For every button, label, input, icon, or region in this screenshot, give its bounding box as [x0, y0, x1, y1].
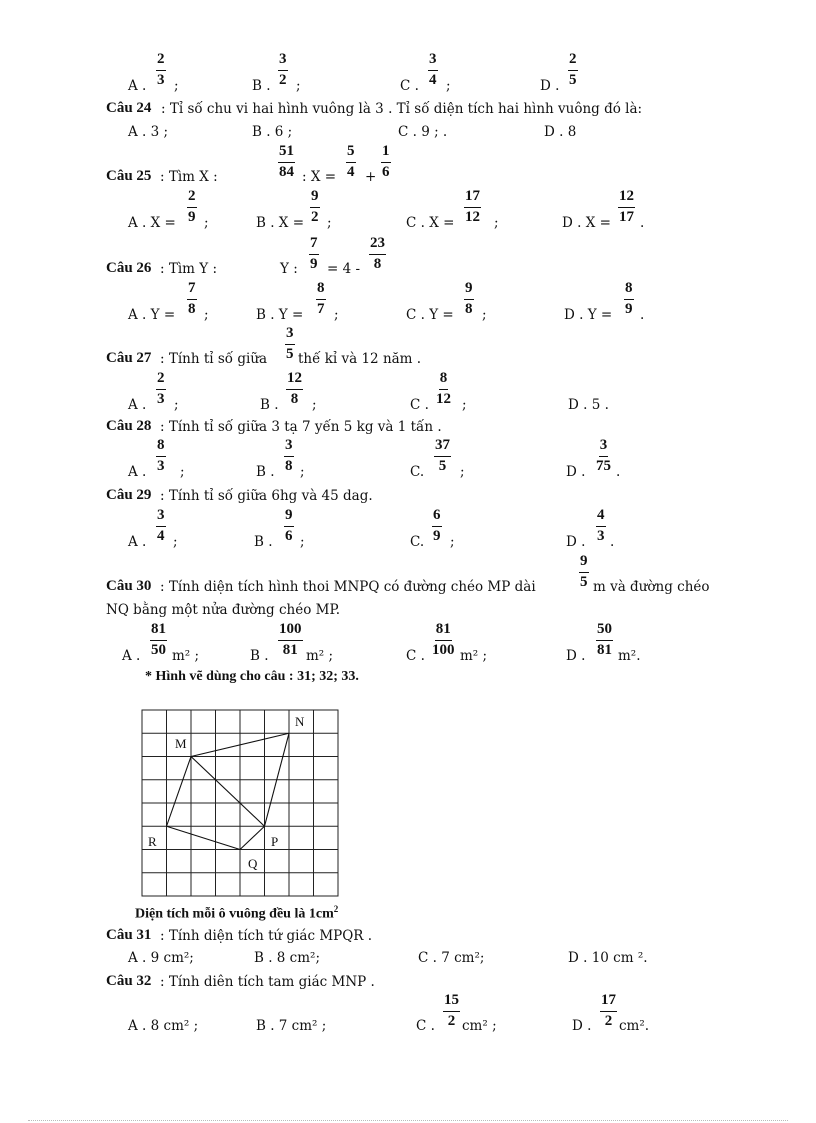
q25-expr-fraction-3: $\frac{1}{6}$	[382, 143, 390, 180]
point-label-p: P	[271, 834, 279, 849]
q25-expr-fraction-2: $\frac{5}{4}$	[347, 143, 355, 180]
q28-text: : Tính tỉ số giữa 3 tạ 7 yến 5 kg và 1 tấn .	[160, 419, 442, 435]
q29-option-c-fraction: $\frac{6}{9}$	[433, 507, 441, 544]
q26-expr-fraction-1: $\frac{7}{9}$	[310, 235, 318, 272]
figure-caption	[135, 904, 338, 923]
q26-option-a-fraction: $\frac{7}{8}$	[188, 280, 196, 317]
q25-label: Câu 25	[106, 168, 152, 184]
q30-text-line2: NQ bằng một nửa đường chéo MP.	[106, 602, 341, 618]
q28-option-a-prefix: A .	[128, 464, 147, 480]
q27-fraction: $\frac{3}{5}$	[286, 325, 294, 362]
q24-option-c: C . 9 ; .	[398, 124, 448, 140]
q25-option-b-fraction: $\frac{9}{2}$	[311, 188, 319, 225]
q26-option-d-fraction: $\frac{8}{9}$	[625, 280, 633, 317]
q29-label: Câu 29	[106, 487, 152, 503]
q30-option-d-prefix: D .	[566, 648, 586, 664]
q27-option-a-suffix: ;	[174, 397, 179, 413]
figure-caption-sup: 2	[333, 904, 339, 914]
q32-option-d-suffix: cm².	[619, 1018, 650, 1034]
q32-option-a: A . 8 cm² ;	[128, 1018, 199, 1034]
q32-option-d-prefix: D .	[572, 1018, 592, 1034]
q28-option-c-suffix: ;	[460, 464, 465, 480]
q30-option-d-suffix: m².	[618, 648, 641, 664]
q26-label: Câu 26	[106, 260, 152, 276]
q29-option-b-fraction: $\frac{9}{6}$	[285, 507, 293, 544]
q28-label: Câu 28	[106, 418, 152, 434]
q25-option-b-prefix: B . X =	[256, 215, 305, 231]
q25-option-a-prefix: A . X =	[128, 215, 176, 231]
q23-option-b-suffix: ;	[296, 78, 301, 94]
q24-option-d: D . 8	[544, 124, 577, 140]
grid-figure	[140, 708, 344, 900]
q30-option-a-prefix: A .	[122, 648, 141, 664]
point-label-n: N	[295, 714, 305, 729]
q25-option-c-fraction: $\frac{17}{12}$	[465, 188, 480, 225]
q27-option-c-prefix: C .	[410, 397, 429, 413]
point-label-m: M	[175, 736, 187, 751]
q27-option-c-suffix: ;	[462, 397, 467, 413]
point-label-q: Q	[248, 856, 258, 871]
q25-option-a-fraction: $\frac{2}{9}$	[188, 188, 196, 225]
q27-option-b-prefix: B .	[260, 397, 279, 413]
q25-option-c-suffix: ;	[494, 215, 499, 231]
q27-label: Câu 27	[106, 350, 152, 366]
q25-option-d-fraction: $\frac{12}{17}$	[619, 188, 634, 225]
segment-rq	[167, 826, 241, 849]
q25-option-b-suffix: ;	[327, 215, 332, 231]
point-label-r: R	[148, 834, 157, 849]
q30-option-d-fraction: $\frac{50}{81}$	[597, 621, 612, 658]
q23-option-d-fraction: $\frac{2}{5}$	[569, 51, 577, 88]
segment-qp	[240, 826, 265, 849]
figure-caption-text: Diện tích mỗi ô vuông đều là 1cm	[135, 906, 334, 922]
q23-option-a-suffix: ;	[174, 78, 179, 94]
q31-option-a: A . 9 cm²;	[128, 950, 194, 966]
q26-option-a-prefix: A . Y =	[128, 307, 176, 323]
q25-option-c-prefix: C . X =	[406, 215, 455, 231]
q24-option-b: B . 6 ;	[252, 124, 293, 140]
q26-option-d-prefix: D . Y =	[564, 307, 613, 323]
q29-option-c-suffix: ;	[450, 534, 455, 550]
q32-option-b: B . 7 cm² ;	[256, 1018, 327, 1034]
q28-option-d-fraction: $\frac{3}{75}$	[596, 437, 611, 474]
q25-option-d-prefix: D . X =	[562, 215, 611, 231]
segment-mr	[167, 757, 192, 827]
q30-text-post: m và đường chéo	[593, 579, 710, 595]
q29-option-b-suffix: ;	[300, 534, 305, 550]
q26-expr-pre: Y :	[280, 261, 298, 277]
q26-option-b-prefix: B . Y =	[256, 307, 304, 323]
q30-option-b-suffix: m² ;	[306, 648, 334, 664]
q24-option-a: A . 3 ;	[128, 124, 169, 140]
q29-option-d-prefix: D .	[566, 534, 586, 550]
q23-option-c-suffix: ;	[446, 78, 451, 94]
q26-option-c-prefix: C . Y =	[406, 307, 454, 323]
q32-option-c-fraction: $\frac{15}{2}$	[444, 992, 459, 1029]
q29-text: : Tính tỉ số giữa 6hg và 45 dag.	[160, 488, 373, 504]
q23-option-d-prefix: D .	[540, 78, 560, 94]
q28-option-d-prefix: D .	[566, 464, 586, 480]
q26-option-c-suffix: ;	[482, 307, 487, 323]
q30-option-a-fraction: $\frac{81}{50}$	[151, 621, 166, 658]
q26-text: : Tìm Y :	[160, 261, 218, 277]
q26-option-d-suffix: .	[640, 307, 645, 323]
q26-expr-mid: = 4 -	[327, 261, 361, 277]
q30-option-a-suffix: m² ;	[172, 648, 200, 664]
q24-text: : Tỉ số chu vi hai hình vuông là 3 . Tỉ số diện tích hai hình vuông đó là:	[161, 101, 643, 117]
q23-option-b-prefix: B .	[252, 78, 271, 94]
q27-text-post: thế kỉ và 12 năm .	[298, 351, 422, 367]
q29-option-a-fraction: $\frac{3}{4}$	[157, 507, 165, 544]
q27-option-d: D . 5 .	[568, 397, 609, 413]
q23-option-c-prefix: C .	[400, 78, 419, 94]
q25-expr-mid: : X =	[302, 169, 337, 185]
q31-option-d: D . 10 cm ².	[568, 950, 648, 966]
q30-fraction: $\frac{9}{5}$	[580, 553, 588, 590]
q30-option-b-fraction: $\frac{100}{81}$	[279, 621, 302, 658]
q25-text: : Tìm X :	[160, 169, 218, 185]
q23-option-c-fraction: $\frac{3}{4}$	[429, 51, 437, 88]
q32-label: Câu 32	[106, 973, 152, 989]
q28-option-b-fraction: $\frac{3}{8}$	[285, 437, 293, 474]
q25-option-a-suffix: ;	[204, 215, 209, 231]
q30-option-c-prefix: C .	[406, 648, 425, 664]
q25-expr-fraction-1: $\frac{51}{84}$	[279, 143, 294, 180]
q26-option-a-suffix: ;	[204, 307, 209, 323]
q26-option-b-fraction: $\frac{8}{7}$	[317, 280, 325, 317]
q26-expr-fraction-2: $\frac{23}{8}$	[370, 235, 385, 272]
q25-option-d-suffix: .	[640, 215, 645, 231]
q28-option-a-fraction: $\frac{8}{3}$	[157, 437, 165, 474]
q30-option-b-prefix: B .	[250, 648, 269, 664]
q28-option-d-suffix: .	[616, 464, 621, 480]
q24-label: Câu 24	[106, 100, 152, 116]
q29-option-d-suffix: .	[610, 534, 615, 550]
q27-option-c-fraction: $\frac{8}{12}$	[436, 370, 451, 407]
q32-option-d-fraction: $\frac{17}{2}$	[601, 992, 616, 1029]
q26-option-c-fraction: $\frac{9}{8}$	[465, 280, 473, 317]
q28-option-c-prefix: C.	[410, 464, 425, 480]
q27-option-b-fraction: $\frac{12}{8}$	[287, 370, 302, 407]
q29-option-a-suffix: ;	[173, 534, 178, 550]
q31-label: Câu 31	[106, 927, 152, 943]
q27-option-a-prefix: A .	[128, 397, 147, 413]
q31-option-c: C . 7 cm²;	[418, 950, 485, 966]
q29-option-d-fraction: $\frac{4}{3}$	[597, 507, 605, 544]
q32-option-c-suffix: cm² ;	[462, 1018, 497, 1034]
q23-option-a-fraction: $\frac{2}{3}$	[157, 51, 165, 88]
q23-option-b-fraction: $\frac{3}{2}$	[279, 51, 287, 88]
q32-text: : Tính diên tích tam giác MNP .	[160, 974, 375, 990]
q29-option-b-prefix: B .	[254, 534, 273, 550]
segment-mp	[191, 757, 265, 827]
q28-option-b-suffix: ;	[300, 464, 305, 480]
q25-expr-plus: +	[365, 169, 377, 185]
q27-text-pre: : Tính tỉ số giữa	[160, 351, 268, 367]
q28-option-c-fraction: $\frac{37}{5}$	[435, 437, 450, 474]
q27-option-b-suffix: ;	[312, 397, 317, 413]
q28-option-b-prefix: B .	[256, 464, 275, 480]
q28-option-a-suffix: ;	[180, 464, 185, 480]
page-bottom-divider	[28, 1120, 788, 1121]
q31-option-b: B . 8 cm²;	[254, 950, 320, 966]
q27-option-a-fraction: $\frac{2}{3}$	[157, 370, 165, 407]
q32-option-c-prefix: C .	[416, 1018, 435, 1034]
q30-option-c-suffix: m² ;	[460, 648, 488, 664]
figure-heading: * Hình vẽ dùng cho câu : 31; 32; 33.	[145, 669, 359, 684]
q30-option-c-fraction: $\frac{81}{100}$	[432, 621, 455, 658]
q31-text: : Tính diện tích tứ giác MPQR .	[160, 928, 373, 944]
q30-text-pre: : Tính diện tích hình thoi MNPQ có đường chéo MP dài	[160, 579, 536, 595]
q29-option-a-prefix: A .	[128, 534, 147, 550]
q26-option-b-suffix: ;	[334, 307, 339, 323]
q30-label: Câu 30	[106, 578, 152, 594]
q23-option-a-prefix: A .	[128, 78, 147, 94]
q29-option-c-prefix: C.	[410, 534, 425, 550]
